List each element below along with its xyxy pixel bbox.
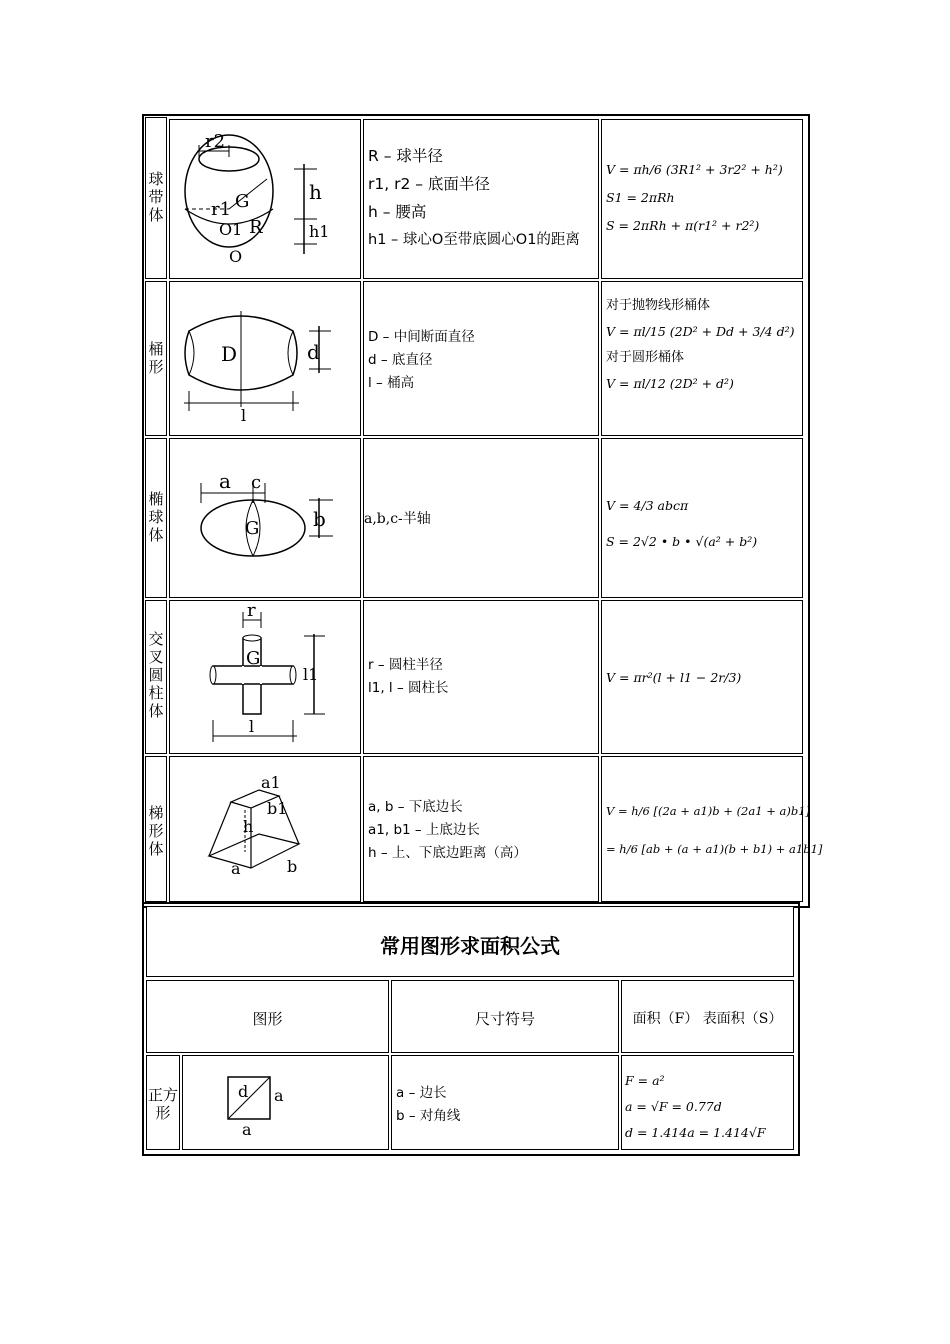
formula-text: V = h/6 [(2a + a1)b + (2a1 + a)b1] = h/6 [ab + (a + a1)(b + b1) + a1b1] <box>606 804 823 856</box>
symbols-text: a,b,c-半轴 <box>364 511 431 527</box>
diagram-label: b <box>287 857 298 876</box>
diagram-label: G <box>245 518 260 539</box>
diagram-label: a1 <box>261 773 281 792</box>
row-label: 椭 球 体 <box>148 490 164 544</box>
diagram-label: a <box>231 859 241 878</box>
spherical-zone-diagram <box>169 119 361 279</box>
diagram-label: D <box>221 342 238 366</box>
diagram-label: O <box>229 247 243 266</box>
symbols-text: a, b – 下底边长 a1, b1 – 上底边长 h – 上、下底边距离（高） <box>368 799 527 861</box>
diagram-label: c <box>251 472 262 493</box>
diagram-label: h <box>243 817 254 836</box>
diagram-label: h <box>309 180 322 204</box>
row-label: 球 带 体 <box>148 170 164 224</box>
diagram-label: d <box>307 340 320 364</box>
formula-text: V = πh/6 (3R1² + 3r2² + h²) S1 = 2πRh S = 2πRh + π(r1² + r2²) <box>606 162 783 233</box>
diagram-label: R <box>249 217 263 238</box>
symbols-text: r – 圆柱半径 l1, l – 圆柱长 <box>368 657 449 696</box>
diagram-label: l1 <box>303 665 319 684</box>
header-symbols: 尺寸符号 <box>474 1010 535 1028</box>
diagram-label: G <box>246 648 261 669</box>
diagram-label: r2 <box>205 131 226 152</box>
row-label: 正方 形 <box>147 1086 178 1122</box>
diagram-label: d <box>238 1082 249 1101</box>
diagram-label: r1 <box>211 199 232 220</box>
formula-text: V = πr²(l + l1 − 2r/3) <box>606 670 742 685</box>
diagram-label: l <box>249 717 255 736</box>
diagram-label: b <box>313 507 326 531</box>
formula-text: F = a² a = √F = 0.77d d = 1.414a = 1.414√F <box>625 1073 766 1140</box>
square-diagram <box>182 1055 389 1150</box>
frustum-diagram <box>169 756 361 902</box>
diagram-label: b1 <box>267 799 288 818</box>
diagram-label: a <box>242 1120 252 1139</box>
header-shape: 图形 <box>252 1010 283 1028</box>
area-title: 常用图形求面积公式 <box>380 934 560 958</box>
diagram-label: a <box>219 469 231 493</box>
row-label: 桶 形 <box>148 340 164 376</box>
ellipsoid-diagram <box>169 438 361 598</box>
formula-text: 对于抛物线形桶体 V = πl/15 (2D² + Dd + 3/4 d²) 对于圆形桶体 V = πl/12 (2D² + d²) <box>606 298 795 391</box>
formula-text: V = 4/3 abcπ S = 2√2 • b • √(a² + b²) <box>606 498 758 549</box>
cross-cylinder-diagram <box>169 600 361 754</box>
symbols-text: R – 球半径 r1, r2 – 底面半径 h – 腰高 h1 – 球心O至带底圆心O1的距离 <box>368 147 580 248</box>
diagram-label: a <box>274 1086 284 1105</box>
header-formula: 面积（F） 表面积（S） <box>632 1011 783 1027</box>
row-label: 梯 形 体 <box>148 804 164 858</box>
diagram-label: O1 <box>219 220 243 239</box>
diagram-label: G <box>235 191 250 212</box>
symbols-text: D – 中间断面直径 d – 底直径 l – 桶高 <box>368 329 475 391</box>
row-label: 交 叉 圆 柱 体 <box>148 630 164 720</box>
symbols-text: a – 边长 b – 对角线 <box>396 1085 461 1124</box>
diagram-label: r <box>247 600 256 621</box>
diagram-label: l <box>241 406 247 425</box>
barrel-diagram <box>169 281 361 436</box>
diagram-label: h1 <box>309 222 330 241</box>
